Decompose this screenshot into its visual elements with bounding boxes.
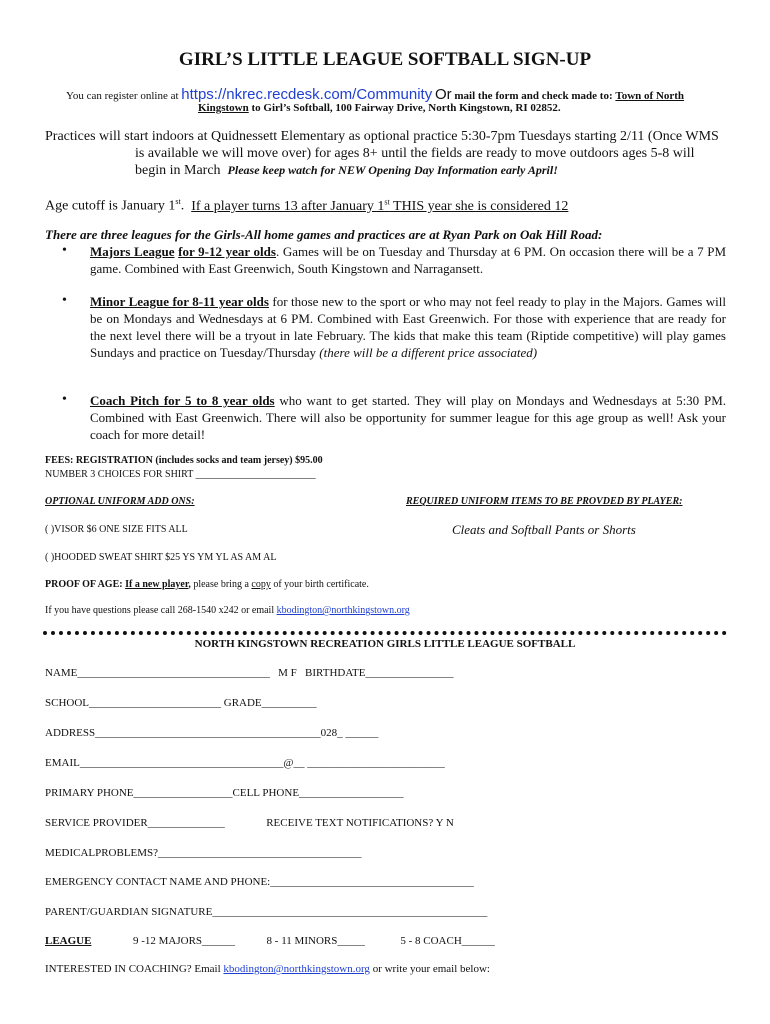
practice-line2: is available we will move over) for ages 8+ until the fields are ready to move outdoors ages 5-8 will (135, 146, 695, 161)
league-minors (90, 293, 726, 361)
proof-label: PROOF OF AGE: (45, 579, 123, 590)
payee-part1: Town of North (615, 90, 685, 102)
form-row-coaching (45, 963, 490, 975)
age-middle: If a player turns 13 after January 1 (191, 198, 385, 214)
coaching-email-link[interactable]: kbodington@northkingstown.org (223, 963, 370, 975)
proof-copy: copy (251, 579, 271, 590)
proof-comma: , (188, 579, 191, 590)
proof-of-age (45, 579, 369, 590)
league-ages: for 9-12 year olds (178, 244, 276, 259)
coaching-suffix: or write your email below: (372, 963, 490, 975)
practice-info (45, 128, 725, 179)
payee-part2: Kingstown (198, 102, 249, 114)
age-suffix: THIS year she is considered 12 (393, 198, 569, 214)
register-prefix: You can register online at (66, 90, 179, 102)
age-cutoff (45, 193, 568, 215)
name-field[interactable]: NAME___________________________________ (45, 667, 270, 679)
league-coach-option[interactable]: 5 - 8 COACH______ (400, 935, 495, 947)
league-name: Majors League (90, 244, 175, 259)
proof-text2: of your birth certificate. (273, 579, 369, 590)
register-line (66, 86, 684, 103)
page-title: GIRL’S LITTLE LEAGUE SOFTBALL SIGN-UP (178, 49, 592, 70)
bullet: • (62, 392, 67, 407)
practice-line3: begin in March (135, 163, 221, 178)
mail-address: to Girl’s Softball, 100 Fairway Drive, North Kingstown, RI 02852. (251, 102, 561, 114)
birthdate-field[interactable]: BIRTHDATE________________ (305, 667, 454, 679)
required-items: Cleats and Softball Pants or Shorts (452, 522, 636, 537)
league-majors-option[interactable]: 9 -12 MAJORS______ (132, 935, 236, 947)
signature-field[interactable]: PARENT/GUARDIAN SIGNATURE__________________________________________________ (45, 906, 488, 918)
league-coach-pitch (90, 392, 726, 443)
league-text: . Games will be on Tuesday and Thursday at 6 PM. On occasion there will be a 7 PM game. Combined with East Greenwich, South Kingstown and Narragansett. (90, 244, 727, 276)
register-link[interactable]: https://nkrec.recdesk.com/Community (181, 86, 433, 103)
questions-text: If you have questions please call 268-1540 x242 or email (45, 605, 275, 616)
or-text: Or (434, 86, 452, 103)
hooded-option: ( )HOODED SWEAT SHIRT $25 YS YM YL AS AM AL (45, 552, 277, 563)
text-notifications-field[interactable]: RECEIVE TEXT NOTIFICATIONS? Y N (266, 817, 454, 829)
proof-new-player: If a new player (125, 579, 189, 590)
league-italic: (there will be a different price associated) (319, 345, 538, 360)
primary-phone-field[interactable]: PRIMARY PHONE__________________ (45, 787, 233, 799)
email-field[interactable]: EMAIL_____________________________________@__ _________________________ (45, 757, 445, 769)
proof-text1: please bring a (193, 579, 249, 590)
visor-option: ( )VISOR $6 ONE SIZE FITS ALL (45, 524, 188, 535)
bullet: • (62, 293, 67, 308)
league-text: who want to get started. They will play on Mondays and Wednesdays at 5:30 PM. Combined with East Greenwich. There will also be opportunity for summer league for this age group as well! Ask your coach for more detail! (90, 393, 727, 442)
service-provider-field[interactable]: SERVICE PROVIDER______________ (45, 817, 225, 829)
age-sup2: st (384, 197, 390, 206)
address-field[interactable]: ADDRESS_________________________________________028_ ______ (45, 727, 379, 739)
questions-email-link[interactable]: kbodington@northkingstown.org (276, 605, 410, 616)
form-row-provider (45, 817, 454, 829)
school-field[interactable]: SCHOOL________________________ (45, 697, 222, 709)
form-row-league (45, 935, 495, 947)
opening-day-note: Please keep watch for NEW Opening Day Information early April! (227, 163, 558, 177)
bullet: • (62, 243, 67, 258)
age-sup1: st (175, 197, 181, 206)
required-heading: REQUIRED UNIFORM ITEMS TO BE PROVDED BY PLAYER: (406, 496, 683, 507)
age-prefix: Age cutoff is January 1 (45, 198, 176, 214)
form-row-school (45, 697, 317, 709)
league-label: LEAGUE (45, 935, 92, 947)
form-row-name (45, 667, 454, 679)
age-dot: . (180, 198, 185, 214)
cut-line-divider (43, 631, 727, 635)
fees: FEES: REGISTRATION (includes socks and team jersey) $95.00 (45, 455, 323, 466)
league-majors (90, 243, 726, 277)
sex-field[interactable]: M F (278, 667, 297, 679)
medical-field[interactable]: MEDICALPROBLEMS?_____________________________________ (45, 847, 362, 859)
league-text: for those new to the sport or who may not feel ready to play in the Majors. Games will be on Mondays and Wednesdays at 6 PM. Combined with East Greenwich. For those with experience that are ready for the next level there will be a tryout in late February. The kids that make this team (Riptide competitive) will play games Sundays and practice on Tuesday/Thursday (90, 294, 726, 360)
league-minors-option[interactable]: 8 - 11 MINORS_____ (266, 935, 365, 947)
age-rule (191, 199, 568, 214)
league-name: Coach Pitch for 5 to 8 year olds (90, 393, 275, 408)
form-row-phones (45, 787, 404, 799)
grade-field[interactable]: GRADE__________ (223, 697, 317, 709)
practice-line1: Practices will start indoors at Quidnessett Elementary as optional practice 5:30-7pm Tuesdays starting 2/11 (Once WMS (45, 129, 719, 144)
leagues-heading: There are three leagues for the Girls-All home games and practices are at Ryan Park on Oak Hill Road: (45, 227, 603, 242)
register-address-line (198, 102, 561, 114)
mail-text: mail the form and check made to: (454, 90, 613, 102)
cell-phone-field[interactable]: CELL PHONE___________________ (232, 787, 404, 799)
optional-heading: OPTIONAL UNIFORM ADD ONS: (45, 496, 195, 507)
league-name: Minor League for 8-11 year olds (90, 294, 269, 309)
coaching-text: INTERESTED IN COACHING? Email (45, 963, 221, 975)
emergency-contact-field[interactable]: EMERGENCY CONTACT NAME AND PHONE:_____________________________________ (45, 876, 474, 888)
form-title: NORTH KINGSTOWN RECREATION GIRLS LITTLE LEAGUE SOFTBALL (194, 638, 576, 650)
questions-line (45, 605, 410, 616)
shirt-choices: NUMBER 3 CHOICES FOR SHIRT ________________________ (45, 469, 316, 480)
